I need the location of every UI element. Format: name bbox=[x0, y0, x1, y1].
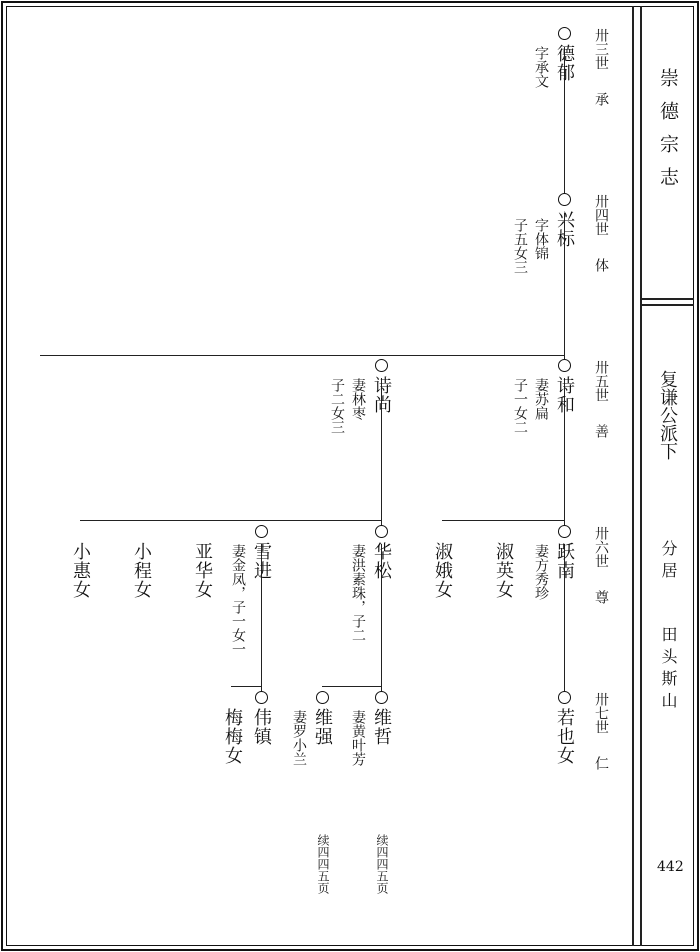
person-marker bbox=[255, 525, 268, 538]
daughter-name: 淑娥女 bbox=[432, 542, 453, 599]
sidebar-divider-left bbox=[632, 6, 634, 946]
continuation-note: 续四四五页 bbox=[375, 834, 389, 894]
person-note: 妻林枣 bbox=[350, 378, 366, 420]
generation-label: 卅五世 bbox=[593, 360, 609, 402]
generation-char: 体 bbox=[593, 258, 609, 272]
person-note: 妻黄叶芳 bbox=[350, 710, 366, 766]
person-name: 华松 bbox=[371, 542, 392, 580]
generation-char: 仁 bbox=[593, 756, 609, 770]
person-name: 维哲 bbox=[371, 708, 392, 746]
sibling-line bbox=[40, 355, 565, 356]
person-note: 妻方秀珍 bbox=[533, 544, 549, 600]
person-note: 妻苏扁 bbox=[533, 378, 549, 420]
generation-label: 卅四世 bbox=[593, 194, 609, 236]
person-note: 子五女三 bbox=[512, 218, 528, 274]
person-name: 伟镇 bbox=[251, 708, 272, 746]
person-marker bbox=[558, 193, 571, 206]
person-marker bbox=[255, 691, 268, 704]
generation-label: 卅三世 bbox=[593, 28, 609, 70]
person-marker bbox=[375, 525, 388, 538]
person-note: 子二女三 bbox=[329, 378, 345, 434]
branch-title: 复谦公派下 bbox=[657, 370, 678, 460]
person-marker bbox=[375, 691, 388, 704]
sibling-line bbox=[231, 686, 262, 687]
person-name: 诗和 bbox=[554, 376, 575, 414]
person-name: 诗尚 bbox=[371, 376, 392, 414]
person-marker bbox=[316, 691, 329, 704]
generation-char: 尊 bbox=[593, 590, 609, 604]
person-note: 妻罗小兰 bbox=[291, 710, 307, 766]
book-title: 崇德宗志 bbox=[657, 68, 679, 200]
section-label: 分居 bbox=[659, 540, 678, 584]
daughter-name: 若也女 bbox=[554, 708, 575, 765]
person-note: 妻洪素珠，子二 bbox=[350, 544, 366, 642]
sibling-line bbox=[80, 520, 382, 521]
page-number: 442 bbox=[657, 859, 684, 875]
inner-border bbox=[6, 6, 694, 946]
continuation-note: 续四四五页 bbox=[316, 834, 330, 894]
person-name: 德郁 bbox=[554, 44, 575, 82]
sibling-line bbox=[322, 686, 382, 687]
person-note: 子一女二 bbox=[512, 378, 528, 434]
person-note: 字承文 bbox=[533, 46, 549, 88]
person-name: 雪进 bbox=[251, 542, 272, 580]
person-marker bbox=[558, 359, 571, 372]
person-name: 兴标 bbox=[554, 210, 575, 248]
generation-char: 承 bbox=[593, 92, 609, 106]
generation-char: 善 bbox=[593, 424, 609, 438]
sidebar-divider-right bbox=[640, 6, 642, 946]
person-name: 维强 bbox=[312, 708, 333, 746]
sibling-line bbox=[442, 520, 565, 521]
person-marker bbox=[375, 359, 388, 372]
generation-label: 卅六世 bbox=[593, 526, 609, 568]
daughter-name: 梅梅女 bbox=[222, 708, 243, 765]
person-marker bbox=[558, 525, 571, 538]
sidebar-hdivider-bottom bbox=[640, 304, 694, 306]
daughter-name: 亚华女 bbox=[192, 542, 213, 599]
daughter-name: 淑英女 bbox=[493, 542, 514, 599]
daughter-name: 小惠女 bbox=[70, 542, 91, 599]
generation-label: 卅七世 bbox=[593, 692, 609, 734]
sidebar-hdivider-top bbox=[640, 298, 694, 300]
location-label: 田头斯山 bbox=[659, 626, 678, 714]
person-marker bbox=[558, 691, 571, 704]
person-note: 字体锦 bbox=[533, 218, 549, 260]
person-note: 妻金凤，子一女一 bbox=[230, 544, 246, 656]
person-name: 跃南 bbox=[554, 542, 575, 580]
daughter-name: 小程女 bbox=[131, 542, 152, 599]
person-marker bbox=[558, 27, 571, 40]
